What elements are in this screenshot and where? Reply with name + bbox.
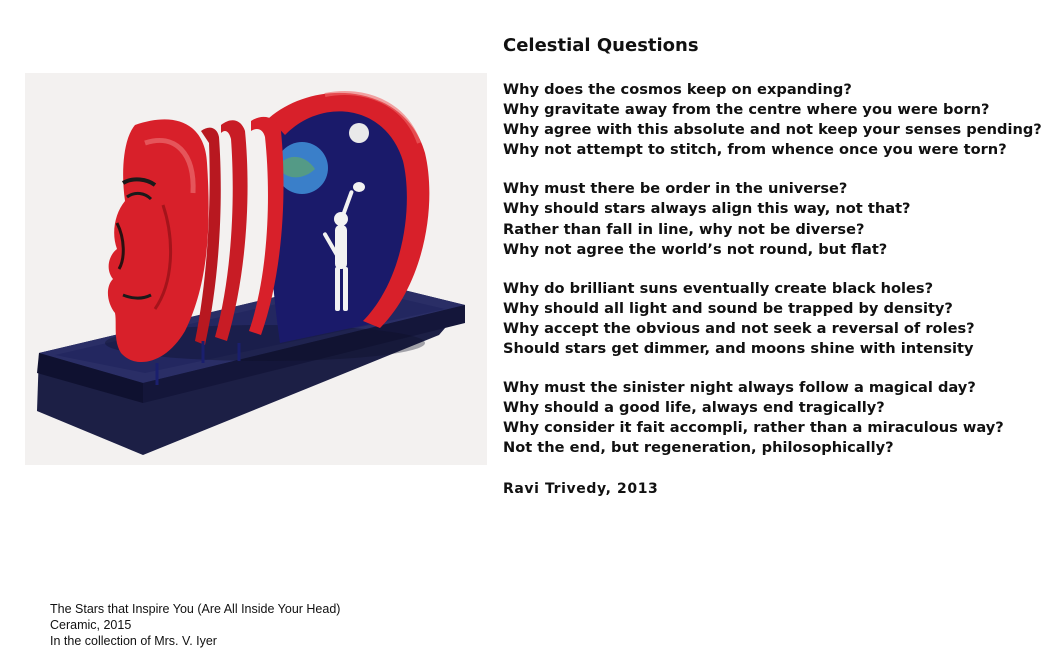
poem-line: Why must the sinister night always follow a magical day? (503, 379, 976, 397)
sculpture-photo (25, 73, 487, 465)
poem-line: Why should stars always align this way, not that? (503, 200, 911, 218)
poem (503, 34, 1042, 497)
sculpture-base (37, 278, 465, 455)
poem-line: Rather than fall in line, why not be diverse? (503, 220, 865, 238)
artwork-title: The Stars that Inspire You (Are All Inside Your Head) (50, 602, 341, 616)
poem-line: Why do brilliant suns eventually create black holes? (503, 279, 934, 297)
poem-author: Ravi Trivedy, 2013 (503, 480, 659, 497)
poem-line: Why not attempt to stitch, from whence once you were torn? (503, 141, 1007, 159)
moon-icon (349, 123, 369, 143)
artwork-caption (50, 601, 340, 649)
artwork-medium: Ceramic, 2015 (50, 618, 132, 632)
poem-title: Celestial Questions (503, 35, 699, 56)
poem-line: Why accept the obvious and not seek a reversal of roles? (503, 319, 975, 337)
poem-line: Why not agree the world’s not round, but flat? (503, 240, 888, 258)
poem-stanza-1 (503, 80, 1042, 160)
poem-line: Why agree with this absolute and not keep your senses pending? (503, 121, 1042, 139)
poem-line: Why must there be order in the universe? (503, 180, 848, 198)
poem-stanza-3 (503, 279, 1023, 359)
poem-line: Not the end, but regeneration, philosophically? (503, 439, 894, 457)
poem-stanza-2 (503, 179, 1023, 259)
poem-line: Why should all light and sound be trapped by density? (503, 299, 953, 317)
poem-stanza-4 (503, 378, 1023, 458)
poem-line: Should stars get dimmer, and moons shine with intensity (503, 340, 974, 358)
poem-line: Why consider it fait accompli, rather than a miraculous way? (503, 419, 1004, 437)
poem-line: Why gravitate away from the centre where you were born? (503, 101, 990, 119)
artwork-collection: In the collection of Mrs. V. Iyer (50, 634, 217, 648)
poem-line: Why should a good life, always end tragically? (503, 399, 885, 417)
poem-line: Why does the cosmos keep on expanding? (503, 81, 852, 98)
